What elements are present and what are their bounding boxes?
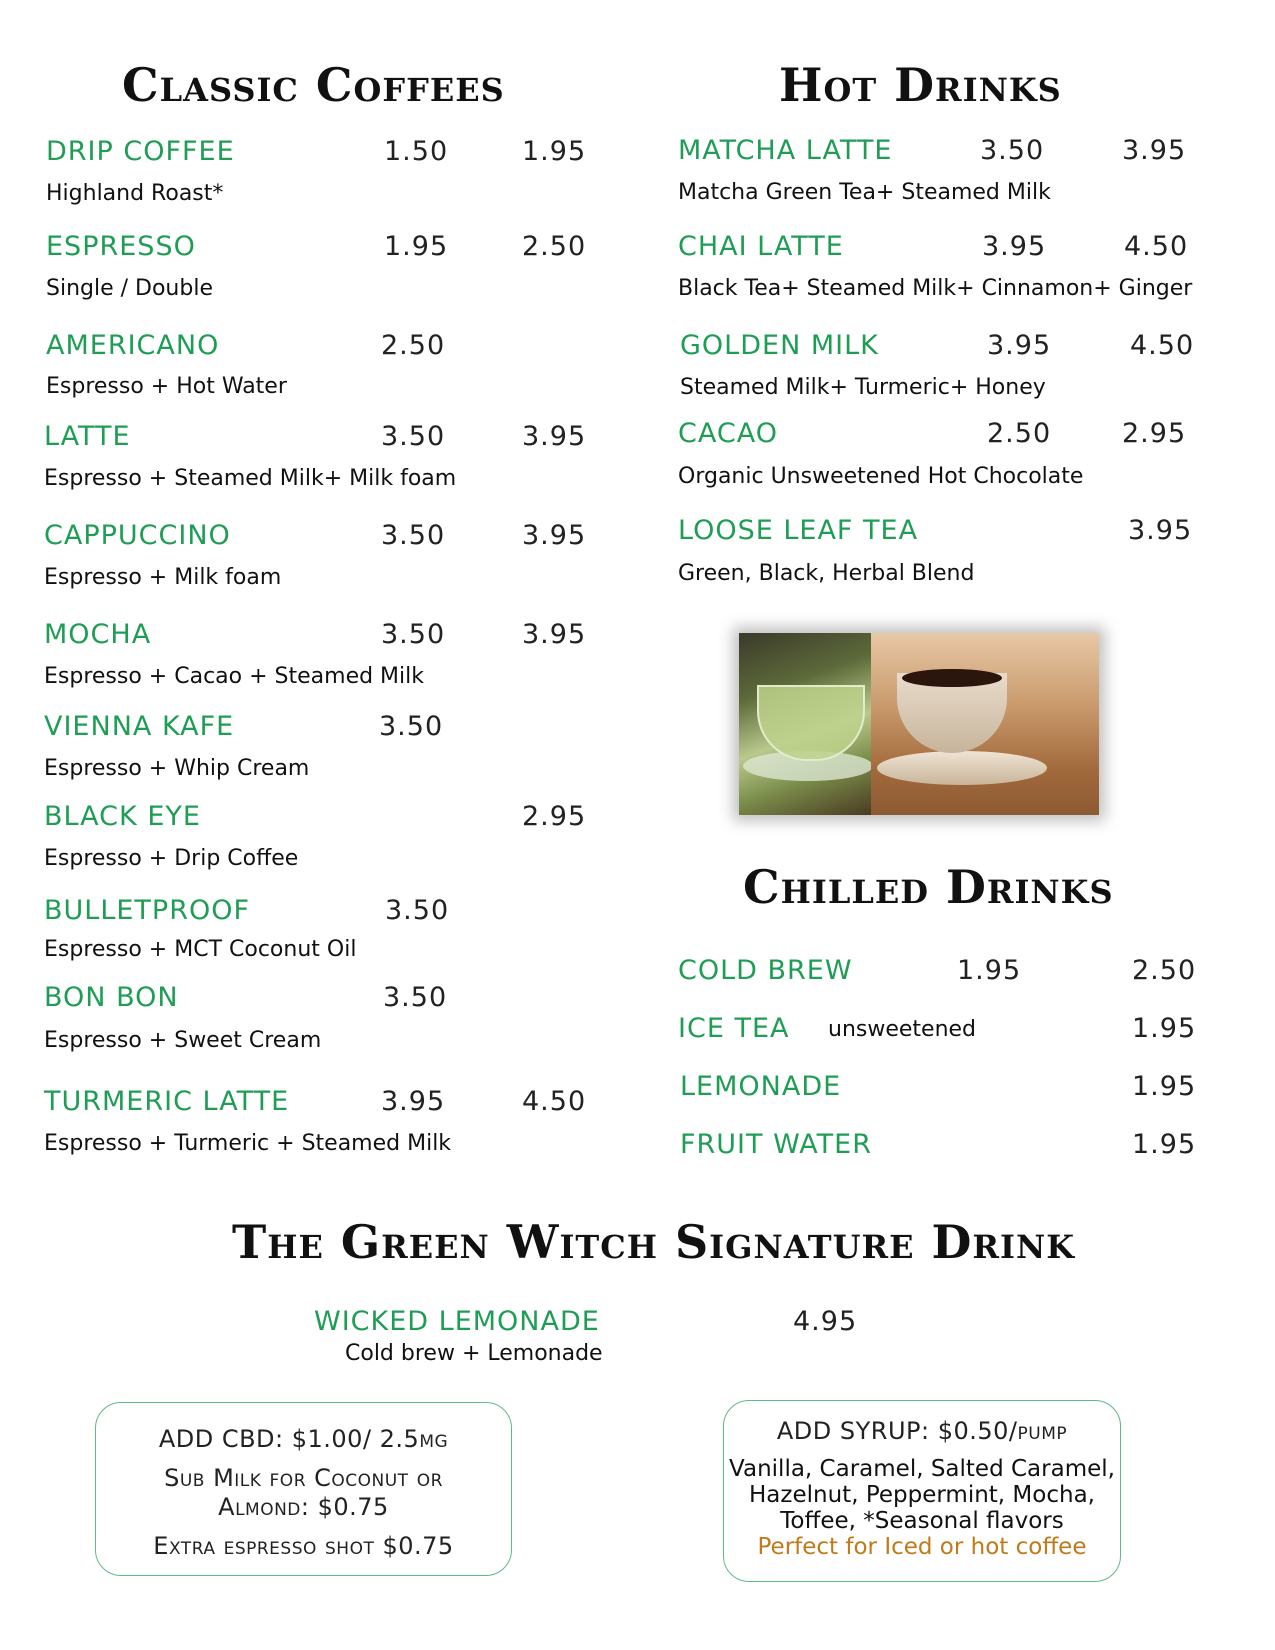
menu-item-description: Highland Roast* (46, 181, 224, 206)
menu-item-name: MOCHA (44, 619, 152, 650)
menu-item-price-small: 3.50 (381, 619, 446, 650)
menu-item-price-large: 2.50 (522, 231, 587, 262)
menu-item-description: Organic Unsweetened Hot Chocolate (678, 464, 1084, 489)
menu-item-price-small: 3.50 (379, 711, 444, 742)
menu-item-name: LATTE (44, 421, 131, 452)
menu-item-name: VIENNA KAFE (44, 711, 235, 742)
syrup-note: Perfect for Iced or hot coffee (757, 1534, 1087, 1560)
menu-item-price-large: 3.95 (1128, 515, 1193, 546)
menu-item-price-small: 3.50 (385, 895, 450, 926)
syrup-addon-box (723, 1400, 1121, 1582)
tea-coffee-photo (739, 633, 1099, 815)
menu-item-name: CHAI LATTE (678, 231, 844, 262)
menu-item-name: LOOSE LEAF TEA (678, 515, 919, 546)
menu-item-description: Espresso + Milk foam (44, 565, 282, 590)
ice-tea-note: unsweetened (828, 1017, 977, 1042)
menu-item-price-small: 2.50 (987, 418, 1052, 449)
menu-item-name: FRUIT WATER (680, 1129, 872, 1160)
menu-item-name: CAPPUCCINO (44, 520, 231, 551)
hot-drinks-heading: Hot Drinks (779, 58, 1062, 112)
menu-item-description: Steamed Milk+ Turmeric+ Honey (680, 375, 1046, 400)
menu-item-price-large: 2.95 (1122, 418, 1187, 449)
menu-item-price-small: 1.95 (957, 955, 1022, 986)
menu-item-description: Espresso + Hot Water (46, 374, 287, 399)
menu-item-name: LEMONADE (680, 1071, 842, 1102)
menu-item-name: TURMERIC LATTE (44, 1086, 290, 1117)
menu-item-description: Black Tea+ Steamed Milk+ Cinnamon+ Ginger (678, 276, 1193, 301)
chilled-drinks-heading: Chilled Drinks (743, 860, 1114, 914)
sub-milk-line: Sub Milk for Coconut or (164, 1464, 443, 1492)
menu-item-name: BON BON (44, 982, 179, 1013)
menu-item-description: Espresso + Drip Coffee (44, 846, 299, 871)
menu-item-price-small: 3.95 (987, 330, 1052, 361)
coffee-surface-shape (902, 669, 1002, 687)
menu-item-name: COLD BREW (678, 955, 853, 986)
menu-item-description: Espresso + Turmeric + Steamed Milk (44, 1131, 452, 1156)
menu-item-price-large: 3.95 (522, 520, 587, 551)
menu-item-price-large: 1.95 (1132, 1129, 1197, 1160)
menu-item-price-large: 3.95 (522, 421, 587, 452)
menu-item-description: Green, Black, Herbal Blend (678, 561, 975, 586)
menu-item-name: MATCHA LATTE (678, 135, 893, 166)
syrup-flavors-line-1: Vanilla, Caramel, Salted Caramel, (729, 1456, 1115, 1482)
menu-item-description: Espresso + Whip Cream (44, 756, 310, 781)
extra-shot-line: Extra espresso shot $0.75 (153, 1532, 454, 1560)
almond-line: Almond: $0.75 (218, 1493, 389, 1521)
menu-item-price-large: 3.95 (1122, 135, 1187, 166)
menu-item-name: BLACK EYE (44, 801, 201, 832)
menu-item-description: Espresso + MCT Coconut Oil (44, 937, 357, 962)
syrup-flavors-line-3: Toffee, *Seasonal flavors (780, 1508, 1064, 1534)
menu-item-price-large: 4.50 (1124, 231, 1189, 262)
syrup-flavors-line-2: Hazelnut, Peppermint, Mocha, (749, 1482, 1095, 1508)
menu-item-name: CACAO (678, 418, 778, 449)
signature-item-price: 4.95 (793, 1306, 858, 1337)
menu-item-price-large: 1.95 (1132, 1071, 1197, 1102)
menu-item-description: Espresso + Sweet Cream (44, 1028, 322, 1053)
signature-item-description: Cold brew + Lemonade (345, 1341, 603, 1366)
signature-drink-heading: The Green Witch Signature Drink (232, 1215, 1076, 1269)
menu-item-name: ESPRESSO (46, 231, 196, 262)
menu-item-price-small: 1.95 (384, 231, 449, 262)
menu-item-name: DRIP COFFEE (46, 136, 235, 167)
menu-item-description: Single / Double (46, 276, 213, 301)
menu-item-price-small: 3.50 (980, 135, 1045, 166)
signature-item-name: WICKED LEMONADE (314, 1306, 600, 1337)
menu-item-name: ICE TEA (678, 1013, 790, 1044)
menu-item-price-small: 1.50 (384, 136, 449, 167)
menu-item-name: BULLETPROOF (44, 895, 250, 926)
menu-item-description: Espresso + Cacao + Steamed Milk (44, 664, 425, 689)
menu-item-price-large: 1.95 (522, 136, 587, 167)
menu-item-name: GOLDEN MILK (680, 330, 879, 361)
menu-item-price-small: 3.95 (381, 1086, 446, 1117)
menu-item-price-large: 2.50 (1132, 955, 1197, 986)
cbd-addon-box (95, 1402, 512, 1576)
syrup-price-line: ADD SYRUP: $0.50/pump (776, 1417, 1068, 1445)
classic-coffees-heading: Classic Coffees (122, 58, 505, 112)
menu-item-price-small: 3.50 (381, 520, 446, 551)
menu-item-price-large: 4.50 (1130, 330, 1195, 361)
menu-item-description: Espresso + Steamed Milk+ Milk foam (44, 466, 457, 491)
menu-item-price-small: 3.95 (982, 231, 1047, 262)
menu-item-name: AMERICANO (46, 330, 220, 361)
cbd-price-line: ADD CBD: $1.00/ 2.5mg (158, 1425, 449, 1453)
menu-item-price-small: 3.50 (383, 982, 448, 1013)
menu-item-price-large: 2.95 (522, 801, 587, 832)
menu-item-price-small: 2.50 (381, 330, 446, 361)
menu-item-price-large: 4.50 (522, 1086, 587, 1117)
coffee-saucer-shape (877, 751, 1047, 785)
menu-item-price-large: 3.95 (522, 619, 587, 650)
menu-item-description: Matcha Green Tea+ Steamed Milk (678, 180, 1051, 205)
menu-item-price-small: 3.50 (381, 421, 446, 452)
menu-item-price-large: 1.95 (1132, 1013, 1197, 1044)
